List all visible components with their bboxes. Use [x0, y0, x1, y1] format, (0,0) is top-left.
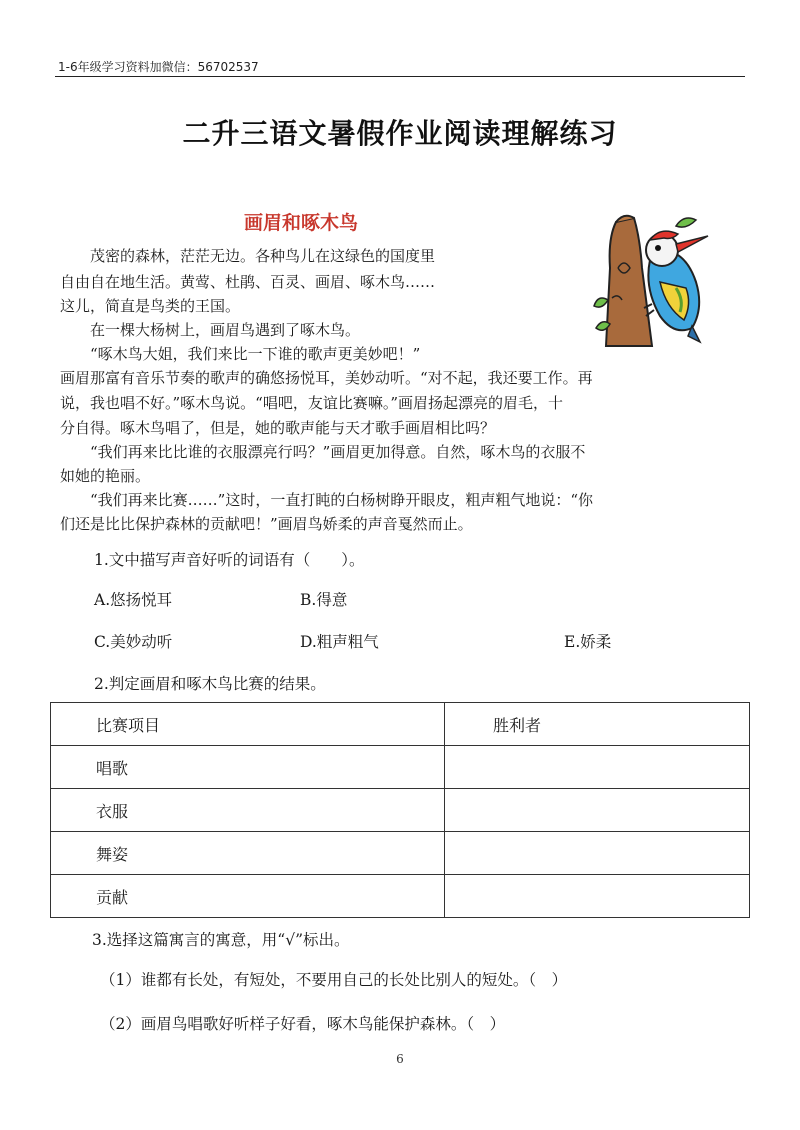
- story-line: 自由自在地生活。黄莺、杜鹃、百灵、画眉、啄木鸟……: [60, 273, 436, 291]
- question-1: 1.文中描写声音好听的词语有（ ）。: [94, 551, 365, 569]
- story-line: 说，我也唱不好。”啄木鸟说。“唱吧，友谊比赛嘛。”画眉扬起漂亮的眉毛，十: [60, 394, 564, 412]
- woodpecker-on-tree-icon: [588, 208, 718, 348]
- page-title: 二升三语文暑假作业阅读理解练习: [182, 117, 618, 150]
- result-table: [50, 702, 750, 918]
- table-cell-item: 舞姿: [51, 832, 445, 875]
- table-header-winner: 胜利者: [445, 703, 750, 746]
- table-row: [51, 789, 750, 832]
- table-cell-item: 衣服: [51, 789, 445, 832]
- table-cell-winner[interactable]: [445, 789, 750, 832]
- story-line: “我们再来比比谁的衣服漂亮行吗？”画眉更加得意。自然，啄木鸟的衣服不: [60, 443, 586, 461]
- page-number: 6: [396, 1052, 404, 1066]
- question-3-item-2: （2）画眉鸟唱歌好听样子好看，啄木鸟能保护森林。（ ）: [100, 1015, 506, 1033]
- question-2: 2.判定画眉和啄木鸟比赛的结果。: [94, 675, 326, 693]
- story-line: 茂密的森林，茫茫无边。各种鸟儿在这绿色的国度里: [60, 247, 436, 265]
- header-divider: [55, 76, 745, 77]
- story-line: 分自得。啄木鸟唱了，但是，她的歌声能与天才歌手画眉相比吗？: [60, 419, 496, 437]
- question-3-item-1: （1）谁都有长处，有短处，不要用自己的长处比别人的短处。（ ）: [100, 971, 568, 989]
- table-header-item: 比赛项目: [51, 703, 445, 746]
- table-row: [51, 832, 750, 875]
- story-title: 画眉和啄木鸟: [244, 212, 359, 234]
- table-cell-item: 贡献: [51, 875, 445, 918]
- table-cell-item: 唱歌: [51, 746, 445, 789]
- table-row: [51, 875, 750, 918]
- option-b: B.得意: [300, 591, 348, 609]
- story-line: 们还是比比保护森林的贡献吧！”画眉鸟娇柔的声音戛然而止。: [60, 515, 473, 533]
- table-cell-winner[interactable]: [445, 832, 750, 875]
- table-cell-winner[interactable]: [445, 746, 750, 789]
- story-line: 在一棵大杨树上，画眉鸟遇到了啄木鸟。: [60, 321, 361, 339]
- story-line: “我们再来比赛……”这时，一直打盹的白杨树睁开眼皮，粗声粗气地说：“你: [60, 491, 594, 509]
- story-line: “啄木鸟大姐，我们来比一下谁的歌声更美妙吧！”: [60, 345, 421, 363]
- option-e: E.娇柔: [564, 633, 612, 651]
- table-header-row: [51, 703, 750, 746]
- story-line: 这儿，简直是鸟类的王国。: [60, 297, 241, 315]
- story-line: 画眉那富有音乐节奏的歌声的确悠扬悦耳，美妙动听。“对不起，我还要工作。再: [60, 369, 593, 387]
- option-d: D.粗声粗气: [300, 633, 379, 651]
- option-a: A.悠扬悦耳: [94, 591, 173, 609]
- story-line: 如她的艳丽。: [60, 467, 151, 485]
- header-note: 1-6年级学习资料加微信：56702537: [58, 60, 259, 74]
- table-row: [51, 746, 750, 789]
- table-cell-winner[interactable]: [445, 875, 750, 918]
- question-3: 3.选择这篇寓言的寓意，用“√”标出。: [92, 931, 350, 949]
- option-c: C.美妙动听: [94, 633, 173, 651]
